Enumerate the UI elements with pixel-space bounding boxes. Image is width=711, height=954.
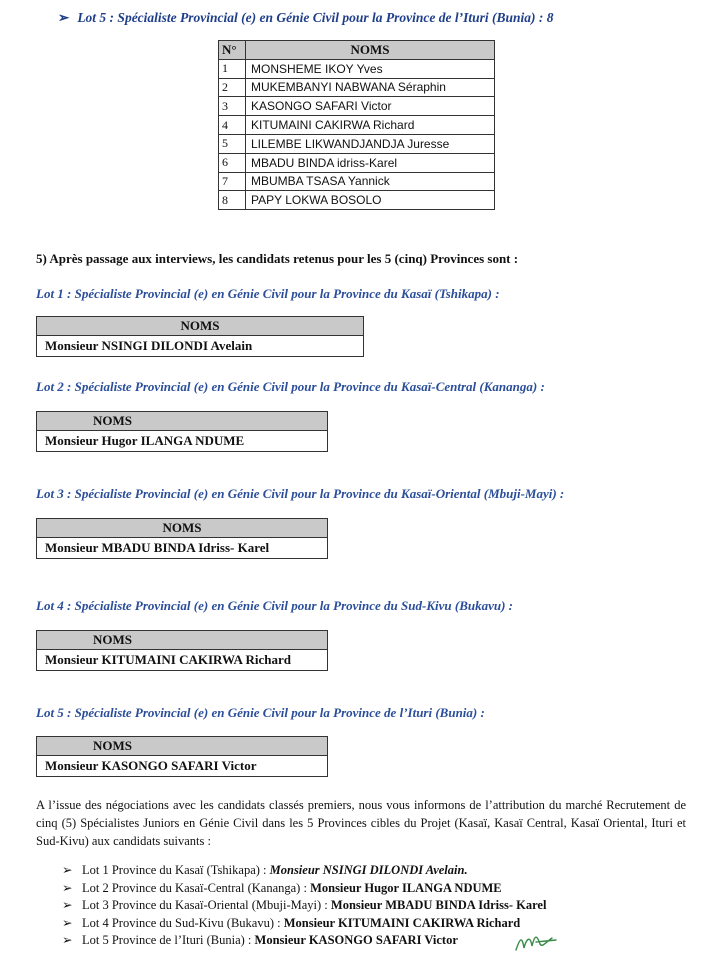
table-row	[219, 97, 495, 116]
arrow-bullet-icon: ➢	[62, 898, 73, 912]
row-number: 1	[219, 59, 246, 78]
signature-initials	[512, 928, 564, 954]
row-number: 5	[219, 134, 246, 153]
row-name: MBADU BINDA idriss-Karel	[246, 153, 495, 172]
lot-2-winner: Monsieur Hugor ILANGA NDUME	[37, 431, 328, 452]
lot-3-result-table	[36, 518, 328, 559]
lot-5-title: Lot 5 : Spécialiste Provincial (e) en Génie Civil pour la Province de l’Ituri (Bunia) :	[36, 705, 485, 720]
award-label: Lot 3 Province du Kasaï-Oriental (Mbuji-Mayi) :	[82, 898, 331, 912]
column-header-number: N°	[219, 41, 246, 60]
lot-2-result-table	[36, 411, 328, 452]
award-label: Lot 4 Province du Sud-Kivu (Bukavu) :	[82, 915, 284, 930]
row-number: 8	[219, 191, 246, 210]
row-number: 2	[219, 78, 246, 97]
award-name: Monsieur KASONGO SAFARI Victor	[254, 933, 458, 947]
lot-4-title: Lot 4 : Spécialiste Provincial (e) en Génie Civil pour la Province du Sud-Kivu (Bukavu) :	[36, 598, 514, 613]
lot-4-header: NOMS	[37, 631, 328, 650]
table-row	[219, 78, 495, 97]
lot-5-header: NOMS	[37, 737, 328, 756]
row-name: MONSHEME IKOY Yves	[246, 59, 495, 78]
list-item	[62, 932, 546, 950]
award-label: Lot 5 Province de l’Ituri (Bunia) :	[82, 933, 255, 947]
arrow-bullet-icon: ➢	[58, 10, 70, 25]
lot-1-result-table	[36, 316, 364, 357]
lot-2-title: Lot 2 : Spécialiste Provincial (e) en Génie Civil pour la Province du Kasaï-Central (Kananga) :	[36, 379, 545, 394]
lot-1-header: NOMS	[37, 317, 364, 336]
list-item	[62, 880, 546, 898]
table-row	[219, 116, 495, 135]
lot-5-result-table	[36, 736, 328, 777]
lot-3-title: Lot 3 : Spécialiste Provincial (e) en Génie Civil pour la Province du Kasaï-Oriental (Mbuji-Mayi) :	[36, 486, 565, 501]
list-item	[62, 897, 546, 915]
table-row	[219, 134, 495, 153]
table-row	[219, 153, 495, 172]
lot-1-title: Lot 1 : Spécialiste Provincial (e) en Génie Civil pour la Province du Kasaï (Tshikapa) :	[36, 286, 500, 301]
row-number: 6	[219, 153, 246, 172]
row-number: 4	[219, 116, 246, 135]
lot-5-winner: Monsieur KASONGO SAFARI Victor	[37, 756, 328, 777]
lot-4-result-table	[36, 630, 328, 671]
row-name: MBUMBA TSASA Yannick	[246, 172, 495, 191]
arrow-bullet-icon: ➢	[62, 880, 73, 895]
award-name: Monsieur Hugor ILANGA NDUME	[310, 880, 502, 895]
top-lot-title: Lot 5 : Spécialiste Provincial (e) en Génie Civil pour la Province de l’Ituri (Bunia) : 8	[77, 10, 554, 25]
lot-1-winner: Monsieur NSINGI DILONDI Avelain	[37, 336, 364, 357]
table-row	[219, 59, 495, 78]
table-row	[219, 191, 495, 210]
section-5-heading: 5) Après passage aux interviews, les candidats retenus pour les 5 (cinq) Provinces sont :	[36, 251, 519, 266]
row-name: MUKEMBANYI NABWANA Séraphin	[246, 78, 495, 97]
arrow-bullet-icon: ➢	[62, 915, 73, 930]
table-row	[219, 172, 495, 191]
row-number: 7	[219, 172, 246, 191]
row-name: LILEMBE LIKWANDJANDJA Juresse	[246, 134, 495, 153]
award-label: Lot 1 Province du Kasaï (Tshikapa) :	[82, 863, 270, 877]
award-name: Monsieur MBADU BINDA Idriss- Karel	[330, 898, 547, 912]
award-label: Lot 2 Province du Kasaï-Central (Kananga) :	[82, 880, 311, 895]
award-paragraph: A l’issue des négociations avec les candidats classés premiers, nous vous informons de l’attribution du marché Recrutement de cinq (5) Spécialistes Juniors en Génie Civil dans les 5 Provinces cibles du Projet (Kasaï, Kasaï Central, Kasaï Oriental, Ituri et Sud-Kivu) aux candidats suivants :	[36, 798, 686, 848]
award-list	[62, 862, 546, 950]
list-item	[62, 862, 546, 880]
top-lot-heading	[58, 10, 554, 26]
arrow-bullet-icon: ➢	[62, 863, 73, 877]
list-item	[62, 915, 546, 933]
lot-3-header: NOMS	[37, 519, 328, 538]
arrow-bullet-icon: ➢	[62, 933, 73, 947]
award-name: Monsieur KITUMAINI CAKIRWA Richard	[283, 915, 521, 930]
award-name: Monsieur NSINGI DILONDI Avelain.	[269, 863, 468, 877]
row-name: KASONGO SAFARI Victor	[246, 97, 495, 116]
lot-2-header: NOMS	[37, 412, 328, 431]
row-name: PAPY LOKWA BOSOLO	[246, 191, 495, 210]
lot-3-winner: Monsieur MBADU BINDA Idriss- Karel	[37, 538, 328, 559]
candidates-table	[218, 40, 495, 210]
row-number: 3	[219, 97, 246, 116]
table-header-row	[219, 41, 495, 60]
row-name: KITUMAINI CAKIRWA Richard	[246, 116, 495, 135]
column-header-names: NOMS	[246, 41, 495, 60]
lot-4-winner: Monsieur KITUMAINI CAKIRWA Richard	[37, 650, 328, 671]
